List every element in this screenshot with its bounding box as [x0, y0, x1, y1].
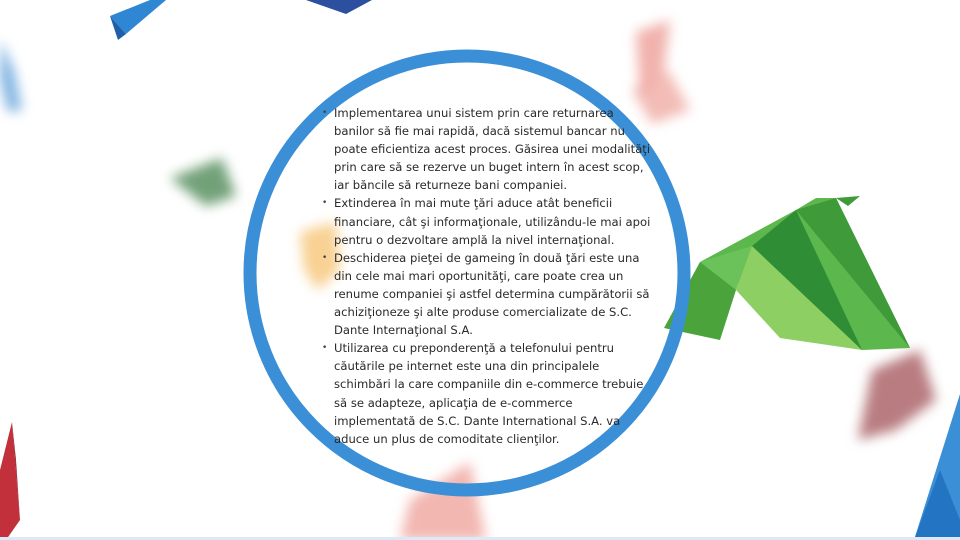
bullet-line: din cele mai mari oportunităţi, care poate crea un: [334, 268, 624, 283]
bullet-line: aduce un plus de comoditate clienţilor.: [334, 431, 560, 446]
bullet-line: achiziţioneze şi alte produse comercializate de S.C.: [334, 305, 632, 320]
blue-origami-shape-bottom-right: [914, 394, 960, 540]
bullet-line: iar băncile să returneze bani companiei.: [334, 178, 568, 193]
bullet-list: [322, 104, 674, 448]
bullet-line: implementată de S.C. Dante International S.A. va: [334, 413, 621, 428]
bullet-line: schimbări la care companiile din e-commerce trebuie: [334, 377, 644, 392]
bullet-line: să se adapteze, aplicaţia de e-commerce: [334, 395, 573, 410]
blurred-blue-bird-left: [0, 40, 22, 112]
bullet-line: • Implementarea unui sistem prin care returnarea: [334, 106, 614, 120]
bullet-item-expansion: [322, 194, 674, 248]
bullet-line: • Deschiderea pieţei de gameing în două ţări este una: [334, 250, 640, 265]
bullet-line: căutările pe internet este una din principalele: [334, 359, 600, 374]
bullet-item-refunds: [322, 104, 674, 194]
bullet-line: prin care să se rezerve un buget intern în acest scop,: [334, 160, 644, 175]
bullet-line: renume companiei şi astfel determina cumpărătorii să: [334, 286, 650, 301]
bullet-line: banilor să fie mai rapidă, dacă sistemul bancar nu: [334, 124, 625, 139]
blurred-mauve-bird-right: [858, 350, 936, 440]
dark-blue-origami-shape-top: [306, 0, 372, 14]
red-origami-shape-bottom-left: [0, 422, 20, 540]
bullet-item-gaming-market: [322, 249, 674, 339]
green-origami-bird: [664, 196, 910, 350]
blue-origami-shape-top-left: [110, 0, 166, 40]
bullet-item-mobile-usage: [322, 339, 674, 448]
blurred-pink-bird-bottom: [400, 462, 486, 540]
bullet-line: Dante Internaţional S.A.: [334, 323, 473, 338]
bullet-list-content: [322, 104, 674, 448]
bullet-line: pentru o dezvoltare amplă la nivel internaţional.: [334, 232, 615, 247]
bullet-line: financiare, cât şi informaţionale, utilizându-le mai apoi: [334, 214, 651, 229]
bullet-line: • Extinderea în mai mute ţări aduce atât beneficii: [334, 196, 613, 211]
blurred-green-bird-left: [170, 158, 236, 206]
bullet-line: • Utilizarea cu preponderenţă a telefonului pentru: [334, 341, 615, 356]
bullet-line: poate eficientiza acest proces. Găsirea unei modalităţi: [334, 142, 651, 157]
